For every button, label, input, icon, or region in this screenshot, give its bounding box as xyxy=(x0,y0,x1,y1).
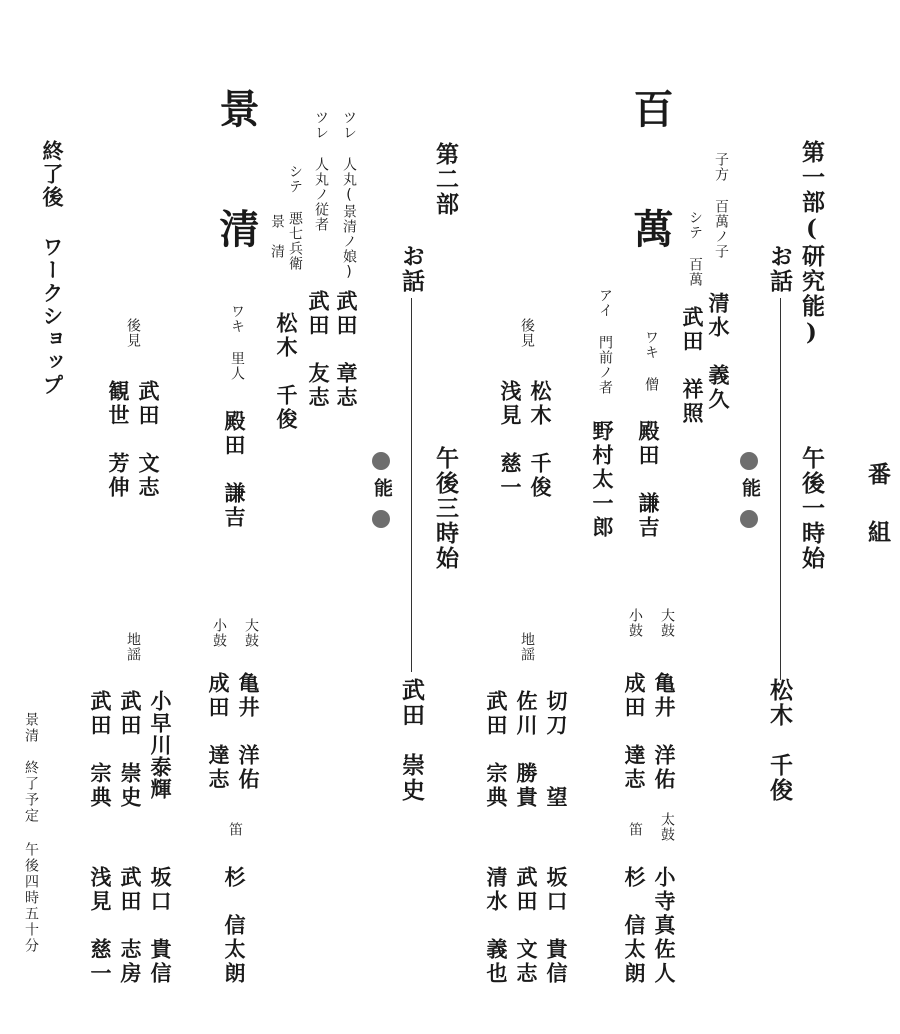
play1-cast-role: ワキ 僧 xyxy=(643,330,659,392)
play1-koken-name: 松木 千俊 xyxy=(528,380,553,500)
part1-talk-speaker: 松木 千俊 xyxy=(766,678,793,803)
play2-jiutai-name: 坂口 貴信 xyxy=(148,866,173,986)
play1-cast-name: 殿田 謙吉 xyxy=(636,420,661,540)
bullet-dot xyxy=(372,452,390,470)
play1-jiutai-name: 切刀 望 xyxy=(544,690,569,810)
play2-cast-name: 殿田 謙吉 xyxy=(222,410,247,530)
play1-musician-name: 杉 信太朗 xyxy=(622,866,647,986)
play2-jiutai-role: 地謡 xyxy=(125,632,141,662)
part2-noh-label: 能 xyxy=(371,478,393,499)
part1-heading: 第一部(研究能) xyxy=(798,140,825,348)
play2-cast-role: ツレ 人丸(景清ノ娘) xyxy=(341,110,357,281)
bullet-dot xyxy=(740,510,758,528)
part2-time: 午後三時始 xyxy=(432,446,459,571)
play1-cast-role: シテ 百萬 xyxy=(687,210,703,287)
part1-timeline xyxy=(780,298,781,680)
bullet-dot xyxy=(372,510,390,528)
play1-musician-role: 小鼓 xyxy=(627,608,643,638)
play1-jiutai-name: 武田 文志 xyxy=(514,866,539,986)
play2-jiutai-name: 武田 宗典 xyxy=(88,690,113,810)
play2-cast-role2: 景 清 xyxy=(269,214,285,259)
play1-musician-role: 笛 xyxy=(627,822,643,837)
program-title: 番 組 xyxy=(864,462,891,549)
part1-noh-label: 能 xyxy=(739,478,761,499)
play2-cast-name: 武田 友志 xyxy=(306,290,331,410)
play2-title: 景 清 xyxy=(213,88,260,268)
part2-heading: 第二部 xyxy=(432,142,459,217)
play1-cast-name: 武田 祥照 xyxy=(680,306,705,426)
part2-talk-label: お話 xyxy=(398,244,425,294)
play2-musician-role: 小鼓 xyxy=(211,618,227,648)
play2-koken-role: 後見 xyxy=(125,318,141,348)
play2-musician-name: 杉 信太朗 xyxy=(222,866,247,986)
end-time-note: 景清 終了予定 午後四時五十分 xyxy=(23,712,39,954)
play2-cast-role: ワキ 里人 xyxy=(229,304,245,381)
play2-cast-role: シテ 悪七兵衛 xyxy=(287,164,303,271)
play2-cast-role: ツレ 人丸ノ従者 xyxy=(313,110,329,232)
play2-cast-name: 武田 章志 xyxy=(334,290,359,410)
play1-musician-name: 成田 達志 xyxy=(622,672,647,792)
play1-jiutai-name: 佐川 勝貴 xyxy=(514,690,539,810)
play2-cast-name: 松木 千俊 xyxy=(274,312,299,432)
play1-cast-name: 野村太一郎 xyxy=(590,420,615,540)
part2-timeline xyxy=(411,298,412,672)
play2-jiutai-name: 武田 崇史 xyxy=(118,690,143,810)
part2-talk-speaker: 武田 崇史 xyxy=(398,678,425,803)
play2-musician-role: 大鼓 xyxy=(243,618,259,648)
play1-jiutai-role: 地謡 xyxy=(519,632,535,662)
play1-koken-name: 浅見 慈一 xyxy=(498,380,523,500)
play2-koken-name: 武田 文志 xyxy=(136,380,161,500)
play1-jiutai-name: 清水 義也 xyxy=(484,866,509,986)
part1-time: 午後一時始 xyxy=(798,446,825,571)
play2-jiutai-name: 武田 志房 xyxy=(118,866,143,986)
play1-musician-role: 大鼓 xyxy=(659,608,675,638)
play1-musician-name: 小寺真佐人 xyxy=(652,866,677,986)
play2-jiutai-name: 浅見 慈一 xyxy=(88,866,113,986)
play1-cast-role: 子方 百萬ノ子 xyxy=(713,152,729,259)
play1-cast-role: アイ 門前ノ者 xyxy=(597,288,613,395)
play1-jiutai-name: 坂口 貴信 xyxy=(544,866,569,986)
play2-musician-name: 亀井 洋佑 xyxy=(236,672,261,792)
play2-jiutai-name: 小早川泰輝 xyxy=(148,690,173,800)
play1-musician-name: 亀井 洋佑 xyxy=(652,672,677,792)
workshop-note: 終了後 ワークショップ xyxy=(40,140,65,397)
play2-koken-name: 観世 芳伸 xyxy=(106,380,131,500)
play1-jiutai-name: 武田 宗典 xyxy=(484,690,509,810)
bullet-dot xyxy=(740,452,758,470)
play2-musician-name: 成田 達志 xyxy=(206,672,231,792)
play1-title: 百 萬 xyxy=(627,88,674,268)
play1-cast-name: 清水 義久 xyxy=(706,292,731,412)
play2-musician-role: 笛 xyxy=(227,822,243,837)
play1-koken-role: 後見 xyxy=(519,318,535,348)
part1-talk-label: お話 xyxy=(766,244,793,294)
play1-musician-role: 太鼓 xyxy=(659,812,675,842)
